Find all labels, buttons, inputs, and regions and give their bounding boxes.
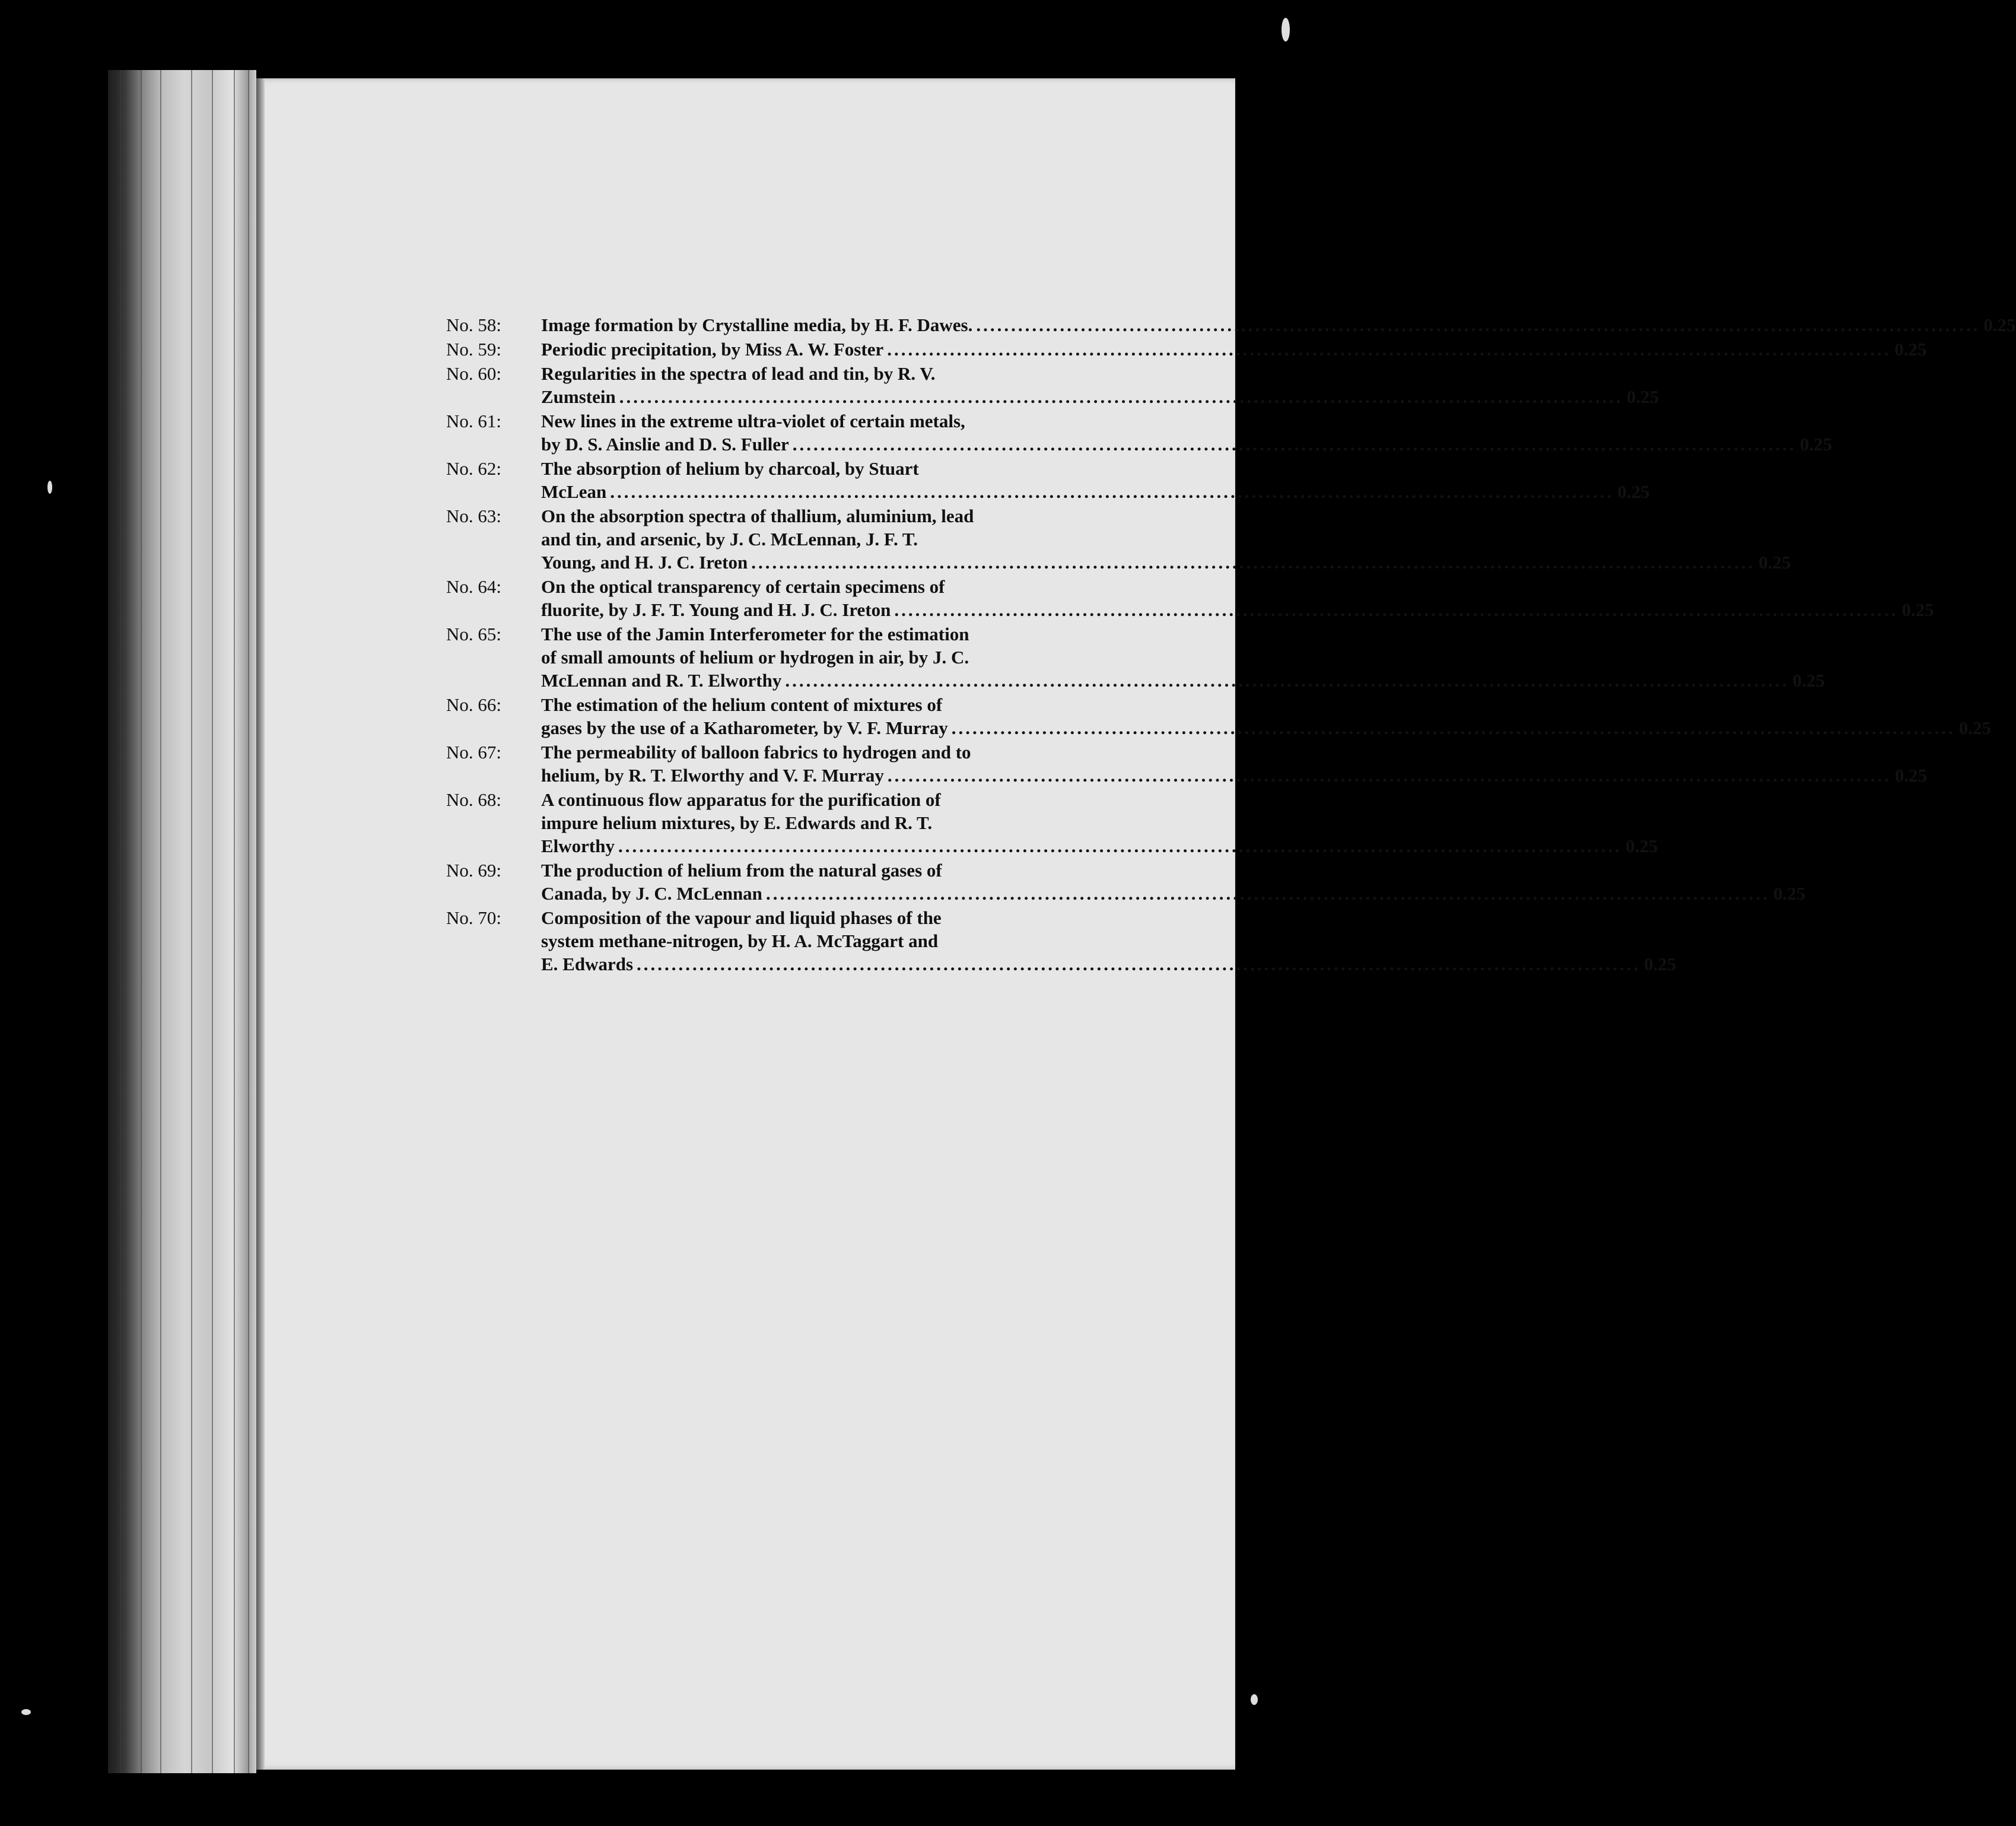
entry-price: 0.25 <box>1759 552 1791 573</box>
entry-price: 0.25 <box>1626 386 1659 407</box>
entry-last-line <box>541 313 2016 336</box>
entry-last-line <box>541 952 1676 976</box>
dot-leader <box>751 551 1755 574</box>
list-item <box>446 362 1659 408</box>
entry-body <box>541 409 1832 456</box>
entry-text-line: A continuous flow apparatus for the purification of <box>541 789 941 810</box>
entry-text-line: McLennan and R. T. Elworthy <box>541 670 782 691</box>
publication-list <box>446 313 2016 977</box>
list-item <box>446 338 1927 361</box>
dot-leader <box>610 480 1614 503</box>
dot-leader <box>976 313 1980 336</box>
entry-number: No. 65: <box>446 624 501 644</box>
entry-number: No. 66: <box>446 694 501 715</box>
entry-last-line <box>541 834 1658 858</box>
list-item <box>446 313 2016 336</box>
list-item <box>446 906 1677 976</box>
entry-body <box>541 504 1791 574</box>
dot-leader <box>619 385 1623 408</box>
entry-text-line: helium, by R. T. Elworthy and V. F. Murray <box>541 765 884 786</box>
dust-speck <box>1282 18 1290 42</box>
entry-last-line <box>541 882 1805 905</box>
entry-number: No. 62: <box>446 458 501 479</box>
dot-leader <box>887 338 1891 361</box>
dot-leader <box>793 433 1796 456</box>
entry-text-line: The permeability of balloon fabrics to hydrogen and to <box>541 742 971 763</box>
entry-price: 0.25 <box>1799 434 1832 455</box>
entry-number: No. 69: <box>446 860 501 881</box>
entry-number: No. 70: <box>446 907 501 928</box>
dust-speck <box>1251 1694 1258 1705</box>
dot-leader <box>637 952 1640 976</box>
entry-text-line: New lines in the extreme ultra-violet of certain metals, <box>541 411 965 431</box>
entry-text-line: of small amounts of helium or hydrogen in air, by J. C. <box>541 647 969 668</box>
entry-body <box>541 623 1825 692</box>
dot-leader <box>766 882 1770 905</box>
dot-leader <box>888 764 1891 787</box>
entry-text-line: The use of the Jamin Interferometer for the estimation <box>541 624 969 644</box>
entry-price: 0.25 <box>1644 954 1677 974</box>
entry-text-line: The absorption of helium by charcoal, by Stuart <box>541 458 919 479</box>
entry-price: 0.25 <box>1626 836 1658 856</box>
entry-body <box>541 788 1658 858</box>
dot-leader <box>894 598 1898 621</box>
entry-text-line: Periodic precipitation, by Miss A. W. Foster <box>541 339 884 360</box>
entry-text-line: Zumstein <box>541 386 616 407</box>
entry-number: No. 58: <box>446 315 501 335</box>
entry-text-line: The production of helium from the natural gases of <box>541 860 942 881</box>
entry-text-line: system methane-nitrogen, by H. A. McTaggart and <box>541 931 939 951</box>
entry-body <box>541 859 1805 905</box>
entry-body <box>541 693 1991 739</box>
dust-speck <box>47 481 52 494</box>
entry-last-line <box>541 764 1927 787</box>
dot-leader <box>618 834 1622 858</box>
entry-text-line: gases by the use of a Katharometer, by V. F. Murray <box>541 717 948 738</box>
entry-last-line <box>541 433 1832 456</box>
entry-text-line: by D. S. Ainslie and D. S. Fuller <box>541 434 789 455</box>
dust-speck <box>21 1709 31 1715</box>
list-item <box>446 693 1991 739</box>
entry-text-line: fluorite, by J. F. T. Young and H. J. C. Ireton <box>541 599 891 620</box>
list-item <box>446 741 1928 787</box>
entry-last-line <box>541 716 1991 739</box>
entry-body <box>541 575 1934 621</box>
list-item <box>446 504 1791 574</box>
entry-body <box>541 741 1927 787</box>
entry-number: No. 60: <box>446 363 501 384</box>
list-item <box>446 575 1934 621</box>
entry-text-line: On the absorption spectra of thallium, aluminium, lead <box>541 506 974 526</box>
entry-text-line: and tin, and arsenic, by J. C. McLennan, J. F. T. <box>541 529 918 550</box>
entry-body <box>541 457 1649 503</box>
entry-text-line: Canada, by J. C. McLennan <box>541 883 762 904</box>
entry-text-line: Elworthy <box>541 836 615 856</box>
page-gutter <box>256 78 265 1770</box>
entry-price: 0.25 <box>1901 599 1934 620</box>
list-item <box>446 409 1832 456</box>
entry-price: 0.25 <box>1792 670 1825 691</box>
entry-text-line: On the optical transparency of certain specimens of <box>541 576 945 597</box>
entry-price: 0.25 <box>1773 883 1806 904</box>
entry-last-line <box>541 480 1649 503</box>
entry-last-line <box>541 598 1934 621</box>
entry-price: 0.25 <box>1983 315 2016 335</box>
list-item <box>446 623 1825 692</box>
entry-text-line: Composition of the vapour and liquid phases of the <box>541 907 942 928</box>
entry-text-line: Regularities in the spectra of lead and tin, by R. V. <box>541 363 936 384</box>
entry-body <box>541 338 1926 361</box>
entry-text-line: impure helium mixtures, by E. Edwards and R. T. <box>541 812 933 833</box>
list-item <box>446 457 1650 503</box>
entry-body <box>541 906 1676 976</box>
entry-body <box>541 362 1659 408</box>
dot-leader <box>785 669 1789 692</box>
entry-number: No. 63: <box>446 506 501 526</box>
entry-number: No. 61: <box>446 411 501 431</box>
list-item <box>446 788 1658 858</box>
entry-text-line: E. Edwards <box>541 954 634 974</box>
entry-text-line: Young, and H. J. C. Ireton <box>541 552 748 573</box>
entry-number: No. 59: <box>446 339 501 360</box>
entry-text-line: Image formation by Crystalline media, by H. F. Dawes. <box>541 315 973 335</box>
entry-body <box>541 313 2016 336</box>
entry-last-line <box>541 385 1659 408</box>
dot-leader <box>952 716 1955 739</box>
entry-number: No. 68: <box>446 789 501 810</box>
entry-price: 0.25 <box>1617 481 1650 502</box>
entry-number: No. 64: <box>446 576 501 597</box>
entry-number: No. 67: <box>446 742 501 763</box>
entry-text-line: McLean <box>541 481 607 502</box>
entry-last-line <box>541 669 1825 692</box>
entry-last-line <box>541 551 1791 574</box>
book-page-edges <box>108 70 256 1773</box>
entry-price: 0.25 <box>1894 765 1928 786</box>
entry-last-line <box>541 338 1926 361</box>
list-item <box>446 859 1806 905</box>
entry-text-line: The estimation of the helium content of mixtures of <box>541 694 943 715</box>
entry-price: 0.25 <box>1894 339 1927 360</box>
entry-price: 0.25 <box>1958 717 1991 738</box>
